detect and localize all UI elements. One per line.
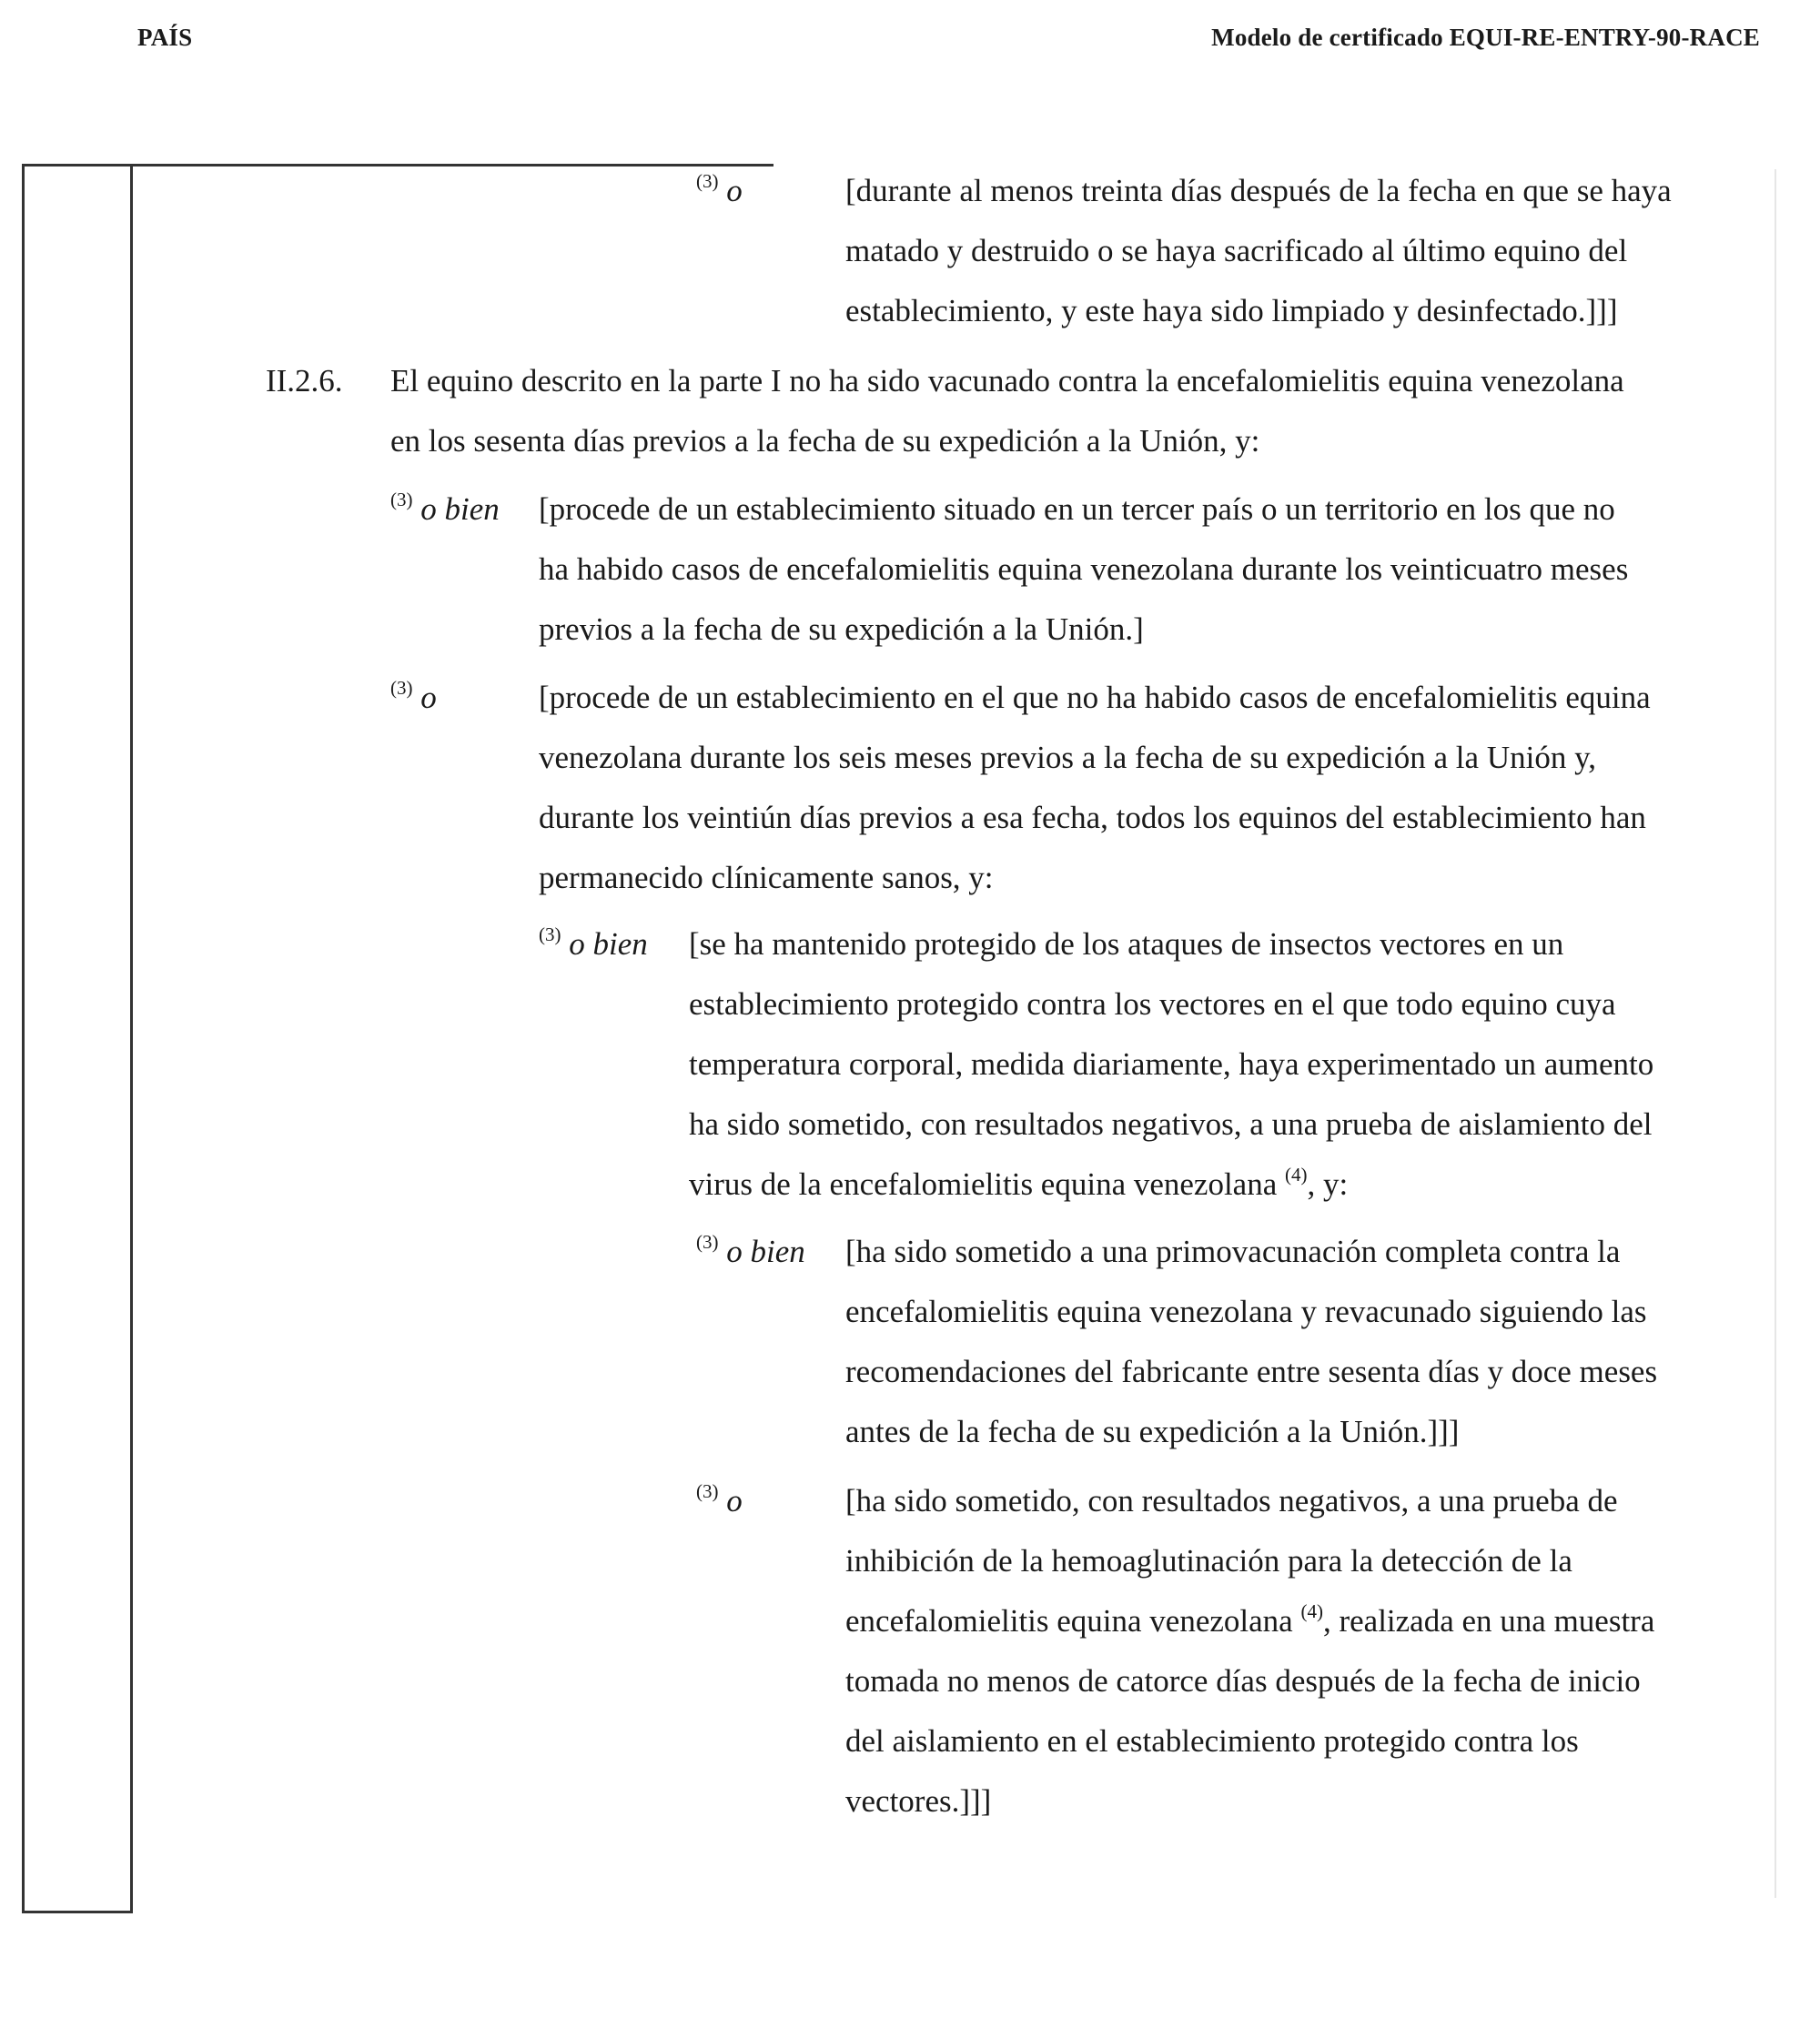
section-text: [390, 351, 1624, 471]
option-marker: [696, 1222, 805, 1282]
page-header-right: Modelo de certificado EQUI-RE-ENTRY-90-RACE: [1211, 24, 1760, 51]
text-line: vectores.]]]: [845, 1783, 992, 1819]
text-line: matado y destruido o se haya sacrificado al último equino del: [845, 233, 1628, 268]
footnote-ref: (3): [696, 170, 719, 192]
option-text: [845, 1471, 1654, 1831]
text-line: permanecido clínicamente sanos, y:: [539, 860, 994, 895]
option-word: o: [420, 680, 437, 715]
option-marker: [539, 914, 648, 974]
frame-bottom-line: [22, 1911, 133, 1913]
text-line: del aislamiento en el establecimiento protegido contra los: [845, 1723, 1579, 1759]
footnote-ref: (3): [696, 1480, 719, 1502]
text-line: [se ha mantenido protegido de los ataques de insectos vectores en un: [689, 926, 1564, 962]
section-number: II.2.6.: [266, 363, 343, 399]
option-marker: [390, 479, 500, 540]
text-line: [ha sido sometido a una primovacunación completa contra la: [845, 1234, 1621, 1269]
frame-inner-line: [130, 164, 133, 1913]
option-text: [539, 479, 1628, 660]
option-text: [539, 668, 1651, 908]
option-word: o bien: [569, 926, 648, 962]
option-marker: [696, 161, 743, 221]
frame-left-line: [22, 164, 25, 1913]
text-line: [procede de un establecimiento situado en un tercer país o un territorio en los que no: [539, 491, 1615, 527]
footnote-ref: (3): [390, 677, 413, 699]
page-header-left: PAÍS: [137, 24, 193, 51]
text-line: durante los veintiún días previos a esa fecha, todos los equinos del establecimiento han: [539, 800, 1646, 835]
text-segment: virus de la encefalomielitis equina venezolana: [689, 1166, 1278, 1202]
footnote-ref: (4): [1300, 1600, 1323, 1622]
option-word: o: [726, 173, 743, 208]
text-line: tomada no menos de catorce días después de la fecha de inicio: [845, 1663, 1641, 1699]
text-segment: , realizada en una muestra: [1322, 1603, 1655, 1639]
text-line: [durante al menos treinta días después de la fecha en que se haya: [845, 173, 1672, 208]
text-line: ha habido casos de encefalomielitis equina venezolana durante los veinticuatro meses: [539, 551, 1629, 587]
option-marker: [696, 1471, 743, 1531]
text-line: previos a la fecha de su expedición a la Unión.]: [539, 611, 1144, 647]
footnote-ref: (4): [1285, 1164, 1308, 1186]
option-text: [845, 161, 1672, 341]
text-line: establecimiento, y este haya sido limpiado y desinfectado.]]]: [845, 293, 1618, 328]
text-line: recomendaciones del fabricante entre sesenta días y doce meses: [845, 1354, 1658, 1389]
text-line: establecimiento protegido contra los vectores en el que todo equino cuya: [689, 986, 1616, 1022]
option-word: o bien: [726, 1234, 805, 1269]
text-line: [845, 1591, 1654, 1651]
text-line: [ha sido sometido, con resultados negativos, a una prueba de: [845, 1483, 1618, 1518]
text-line: inhibición de la hemoaglutinación para la detección de la: [845, 1543, 1572, 1579]
option-text: [689, 914, 1653, 1215]
text-line: en los sesenta días previos a la fecha de su expedición a la Unión, y:: [390, 423, 1260, 459]
option-word: o bien: [420, 491, 500, 527]
text-line: encefalomielitis equina venezolana y revacunado siguiendo las: [845, 1294, 1647, 1329]
frame-right-line: [1774, 169, 1776, 1898]
text-line: antes de la fecha de su expedición a la Unión.]]]: [845, 1414, 1460, 1449]
footnote-ref: (3): [390, 489, 413, 510]
text-line: El equino descrito en la parte I no ha sido vacunado contra la encefalomielitis equina venezolana: [390, 363, 1624, 399]
option-word: o: [726, 1483, 743, 1518]
text-line: ha sido sometido, con resultados negativos, a una prueba de aislamiento del: [689, 1106, 1653, 1142]
footnote-ref: (3): [696, 1231, 719, 1253]
option-marker: [390, 668, 437, 728]
option-text: [845, 1222, 1657, 1462]
text-line: [procede de un establecimiento en el que no ha habido casos de encefalomielitis equina: [539, 680, 1651, 715]
footnote-ref: (3): [539, 923, 561, 945]
text-line: temperatura corporal, medida diariamente, haya experimentado un aumento: [689, 1046, 1654, 1082]
text-line: [689, 1155, 1653, 1215]
text-segment: encefalomielitis equina venezolana: [845, 1603, 1293, 1639]
frame-top-line: [22, 164, 774, 166]
text-line: venezolana durante los seis meses previos a la fecha de su expedición a la Unión y,: [539, 740, 1597, 775]
text-segment: , y:: [1307, 1166, 1349, 1202]
